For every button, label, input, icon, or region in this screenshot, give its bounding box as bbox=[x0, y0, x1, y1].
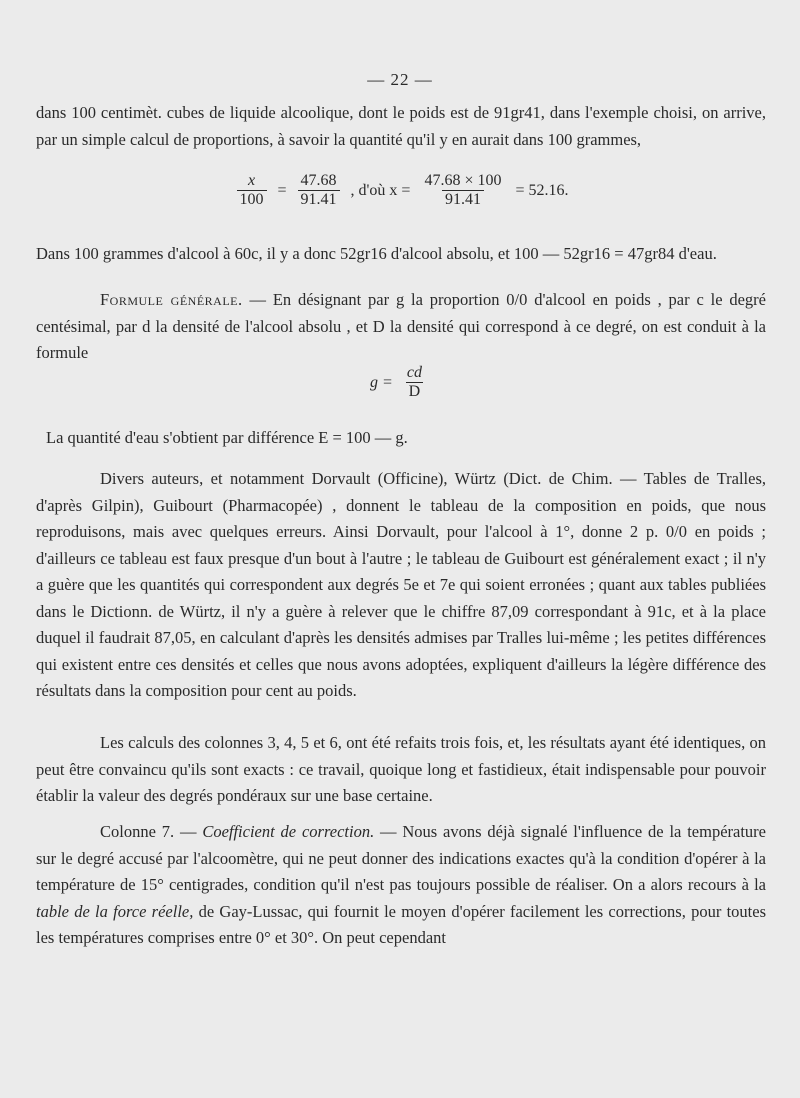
paragraph-calculations: Les calculs des colonnes 3, 4, 5 et 6, ont été refaits trois fois, et, les résultats ayant été identiques, on peut être convaincu qu'ils sont exacts : ce travail, quoique long et fastidieux, était indispensable pour pouvoir établir la valeur des degrés pondéraux sur une base certaine. bbox=[36, 733, 766, 805]
column-title: Coefficient de correction. bbox=[202, 822, 375, 841]
page-number: — 22 — bbox=[367, 70, 433, 89]
paragraph-text: — Nous avons déjà signalé l'influence de la température sur le degré accusé par l'alcoomètre, qui ne peut donner des indications exactes qu'à la condition d'opérer à la température de 15° centigrades, condition qu'il n'est pas toujours possible de réaliser. On a alors recours à la bbox=[36, 822, 766, 894]
table-reference: table de la force réelle, bbox=[36, 901, 194, 921]
fraction-denominator: 91.41 bbox=[298, 190, 340, 209]
paragraph-water-quantity: La quantité d'eau s'obtient par différence E = 100 — g. bbox=[46, 428, 408, 447]
fraction-denominator: 100 bbox=[237, 190, 267, 209]
fraction-numerator: x bbox=[247, 172, 256, 189]
fraction-x-over-100 bbox=[237, 172, 267, 209]
paragraph-result: Dans 100 grammes d'alcool à 60c, il y a donc 52gr16 d'alcool absolu, et 100 — 52gr16 = 47gr84 d'eau. bbox=[36, 244, 717, 263]
equation-formula bbox=[0, 364, 800, 401]
formula-lhs: g = bbox=[370, 373, 393, 391]
fraction-4768-over-9141 bbox=[298, 172, 340, 209]
fraction-denominator: 91.41 bbox=[442, 190, 484, 209]
fraction-numerator: cd bbox=[406, 364, 422, 381]
column-label: Colonne 7. — bbox=[100, 822, 203, 841]
dou-text: , d'où x = bbox=[350, 181, 411, 199]
equation-proportion bbox=[0, 172, 800, 209]
fraction-denominator: D bbox=[406, 382, 424, 401]
equation-result: = 52.16. bbox=[515, 181, 569, 199]
paragraph-column-7 bbox=[36, 819, 766, 952]
fraction-cd-over-D bbox=[404, 364, 425, 401]
equals-sign: = bbox=[277, 181, 287, 199]
paragraph-intro: dans 100 centimèt. cubes de liquide alcoolique, dont le poids est de 91gr41, dans l'exemple choisi, on arrive, par un simple calcul de proportions, à savoir la quantité qu'il y en aurait dans 100 grammes, bbox=[36, 103, 766, 149]
paragraph-text-continued: de Gay-Lussac, qui fournit le moyen d'opérer facilement les corrections, pour toutes les températures comprises entre 0° et 30°. On peut cependant bbox=[36, 901, 766, 947]
paragraph-general-formula bbox=[36, 287, 766, 367]
fraction-product-over-9141 bbox=[421, 172, 504, 209]
paragraph-text: — En désignant par g la proportion 0/0 d'alcool en poids , par c le degré centésimal, par d la densité de l'alcool absolu , et D la densité qui correspond à ce degré, on est conduit à la formule bbox=[36, 290, 767, 362]
fraction-numerator: 47.68 × 100 bbox=[424, 172, 502, 189]
fraction-numerator: 47.68 bbox=[300, 172, 337, 189]
paragraph-authors: Divers auteurs, et notamment Dorvault (Officine), Würtz (Dict. de Chim. — Tables de Tralles, d'après Gilpin), Guibourt (Pharmacopée) , donnent le tableau de la composition en poids, que nous reproduisons, mais avec quelques erreurs. Ainsi Dorvault, pour l'alcool à 1°, donne 2 p. 0/0 en poids ; d'ailleurs ce tableau est faux presque d'un bout à l'autre ; le tableau de Guibourt est généralement exact ; il n'y a guère que les quantités qui correspondent aux degrés 5e et 7e qui soient erronées ; quant aux tables publiées dans le Dictionn. de Würtz, il n'y a guère à relever que le chiffre 87,09 correspondant à 91c, et à la place duquel il faudrait 87,05, en calculant d'après les densités admises par Tralles lui-même ; les petites différences qui existent entre ces densités et celles que nous avons adoptées, expliquent d'ailleurs la légère différence des résultats dans la composition pour cent au poids. bbox=[36, 469, 766, 700]
section-heading: Formule générale. bbox=[100, 290, 243, 309]
